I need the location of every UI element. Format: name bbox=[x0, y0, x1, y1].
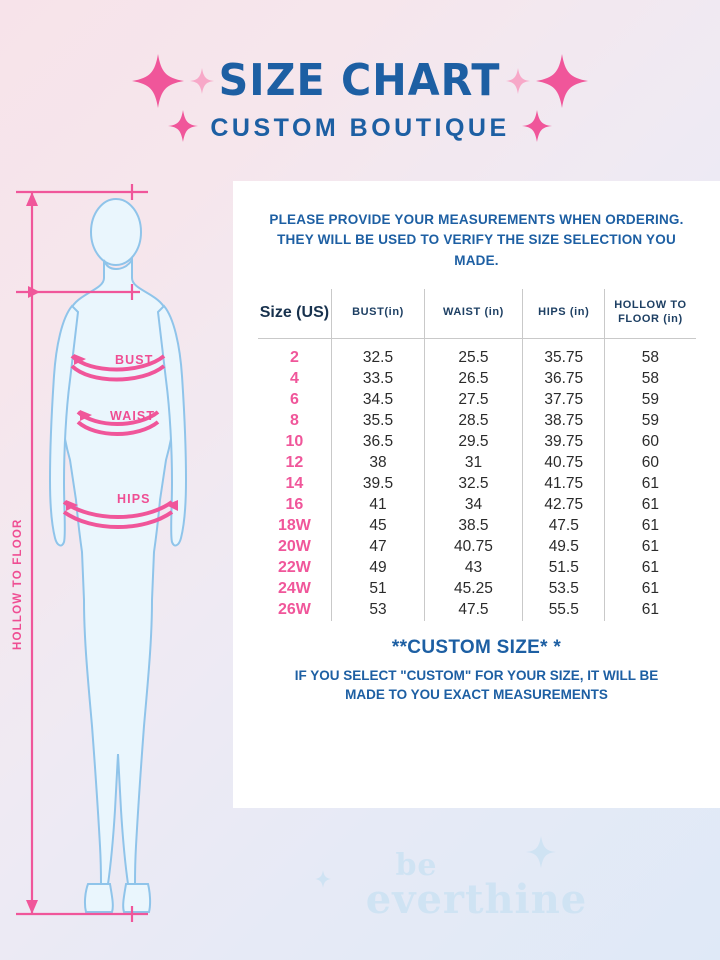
cell-hollow: 60 bbox=[605, 432, 696, 453]
sparkle-icon-small-right bbox=[506, 68, 530, 94]
cell-hips: 47.5 bbox=[523, 516, 605, 537]
custom-size-text: IF YOU SELECT "CUSTOM" FOR YOUR SIZE, IT WILL BE MADE TO YOU EXACT MEASUREMENTS bbox=[294, 667, 659, 703]
table-row bbox=[258, 600, 696, 621]
cell-hollow: 61 bbox=[605, 495, 696, 516]
table-row bbox=[258, 558, 696, 579]
cell-hips: 53.5 bbox=[523, 579, 605, 600]
figure-svg bbox=[0, 170, 233, 930]
cell-waist: 27.5 bbox=[424, 390, 523, 411]
cell-size: 8 bbox=[289, 412, 299, 430]
column-header-size: Size (US) bbox=[258, 289, 332, 339]
cell-hips: 36.75 bbox=[523, 369, 605, 390]
table-row bbox=[258, 453, 696, 474]
cell-waist: 45.25 bbox=[424, 579, 523, 600]
cell-waist: 38.5 bbox=[424, 516, 523, 537]
cell-size: 14 bbox=[285, 475, 304, 493]
cell-hollow: 58 bbox=[605, 369, 696, 390]
cell-waist: 40.75 bbox=[424, 537, 523, 558]
cell-size: 26W bbox=[277, 601, 311, 619]
cell-bust: 51 bbox=[332, 579, 424, 600]
cell-bust: 34.5 bbox=[332, 390, 424, 411]
custom-size-section bbox=[233, 637, 720, 705]
cell-size: 4 bbox=[289, 370, 299, 388]
cell-hips: 37.75 bbox=[523, 390, 605, 411]
cell-hips: 55.5 bbox=[523, 600, 605, 621]
cell-waist: 32.5 bbox=[424, 474, 523, 495]
cell-hollow: 61 bbox=[605, 474, 696, 495]
cell-waist: 47.5 bbox=[424, 600, 523, 621]
cell-hollow: 61 bbox=[605, 600, 696, 621]
sparkle-icon bbox=[132, 54, 184, 108]
sparkle-icon-small bbox=[190, 68, 214, 94]
cell-size: 10 bbox=[285, 433, 304, 451]
cell-hips: 41.75 bbox=[523, 474, 605, 495]
hollow-to-floor-label: HOLLOW TO FLOOR bbox=[12, 518, 24, 650]
hips-label: HIPS bbox=[117, 492, 151, 506]
cell-bust: 49 bbox=[332, 558, 424, 579]
table-row bbox=[258, 432, 696, 453]
cell-hips: 40.75 bbox=[523, 453, 605, 474]
sparkle-icon-right bbox=[536, 54, 588, 108]
cell-size: 20W bbox=[277, 538, 311, 556]
page-title: SIZE CHART bbox=[219, 55, 501, 106]
table-row bbox=[258, 390, 696, 411]
cell-hollow: 59 bbox=[605, 411, 696, 432]
table-row bbox=[258, 516, 696, 537]
sparkle-icon-brand bbox=[526, 836, 556, 868]
cell-bust: 53 bbox=[332, 600, 424, 621]
size-chart-table bbox=[258, 289, 696, 621]
sparkle-icon-brand-small bbox=[315, 870, 331, 888]
subtitle-row bbox=[0, 108, 720, 143]
cell-hips: 39.75 bbox=[523, 432, 605, 453]
title-row bbox=[0, 54, 720, 108]
column-header-hips: HIPS (in) bbox=[523, 289, 605, 339]
size-chart-card bbox=[233, 181, 720, 808]
cell-hips: 51.5 bbox=[523, 558, 605, 579]
waist-label: WAIST bbox=[110, 409, 156, 423]
table-row bbox=[258, 579, 696, 600]
body-measurement-diagram bbox=[0, 170, 233, 930]
sparkle-icon-sub-right bbox=[522, 110, 552, 142]
cell-waist: 43 bbox=[424, 558, 523, 579]
table-row bbox=[258, 411, 696, 432]
cell-waist: 26.5 bbox=[424, 369, 523, 390]
cell-size: 24W bbox=[277, 580, 311, 598]
cell-size: 12 bbox=[285, 454, 304, 472]
cell-hollow: 61 bbox=[605, 579, 696, 600]
cell-bust: 39.5 bbox=[332, 474, 424, 495]
page-subtitle: CUSTOM BOUTIQUE bbox=[210, 114, 510, 142]
cell-bust: 38 bbox=[332, 453, 424, 474]
cell-bust: 36.5 bbox=[332, 432, 424, 453]
cell-bust: 33.5 bbox=[332, 369, 424, 390]
cell-bust: 32.5 bbox=[332, 339, 424, 369]
brand-line-2: everthine bbox=[365, 876, 588, 924]
table-row bbox=[258, 537, 696, 558]
cell-size: 22W bbox=[277, 559, 311, 577]
cell-bust: 45 bbox=[332, 516, 424, 537]
cell-bust: 35.5 bbox=[332, 411, 424, 432]
page-header bbox=[0, 54, 720, 143]
column-header-hollow-to-floor: HOLLOW TO FLOOR (in) bbox=[605, 289, 696, 339]
column-header-waist: WAIST (in) bbox=[424, 289, 523, 339]
cell-size: 2 bbox=[289, 349, 299, 367]
cell-bust: 41 bbox=[332, 495, 424, 516]
cell-hips: 42.75 bbox=[523, 495, 605, 516]
sparkle-icon-sub-left bbox=[168, 110, 198, 142]
cell-hollow: 59 bbox=[605, 390, 696, 411]
custom-size-title: **CUSTOM SIZE* * bbox=[391, 636, 562, 658]
cell-hips: 38.75 bbox=[523, 411, 605, 432]
cell-waist: 31 bbox=[424, 453, 523, 474]
measurement-instructions: PLEASE PROVIDE YOUR MEASUREMENTS WHEN ORDERING. THEY WILL BE USED TO VERIFY THE SIZE SELECTION YOU MADE. bbox=[269, 212, 684, 268]
cell-hollow: 61 bbox=[605, 537, 696, 558]
cell-hollow: 61 bbox=[605, 516, 696, 537]
table-row bbox=[258, 369, 696, 390]
cell-hollow: 60 bbox=[605, 453, 696, 474]
cell-waist: 34 bbox=[424, 495, 523, 516]
cell-waist: 28.5 bbox=[424, 411, 523, 432]
cell-waist: 29.5 bbox=[424, 432, 523, 453]
table-row bbox=[258, 474, 696, 495]
cell-size: 16 bbox=[285, 496, 304, 514]
table-row bbox=[258, 495, 696, 516]
cell-hollow: 58 bbox=[605, 339, 696, 369]
table-row bbox=[258, 339, 696, 369]
brand-watermark bbox=[233, 812, 720, 960]
cell-hips: 35.75 bbox=[523, 339, 605, 369]
bust-label: BUST bbox=[115, 353, 154, 367]
brand-line-1: be bbox=[395, 847, 438, 883]
cell-waist: 25.5 bbox=[424, 339, 523, 369]
cell-size: 6 bbox=[289, 391, 299, 409]
table-header-row bbox=[258, 289, 696, 339]
cell-hips: 49.5 bbox=[523, 537, 605, 558]
cell-bust: 47 bbox=[332, 537, 424, 558]
cell-size: 18W bbox=[277, 517, 311, 535]
column-header-bust: BUST(in) bbox=[332, 289, 424, 339]
cell-hollow: 61 bbox=[605, 558, 696, 579]
